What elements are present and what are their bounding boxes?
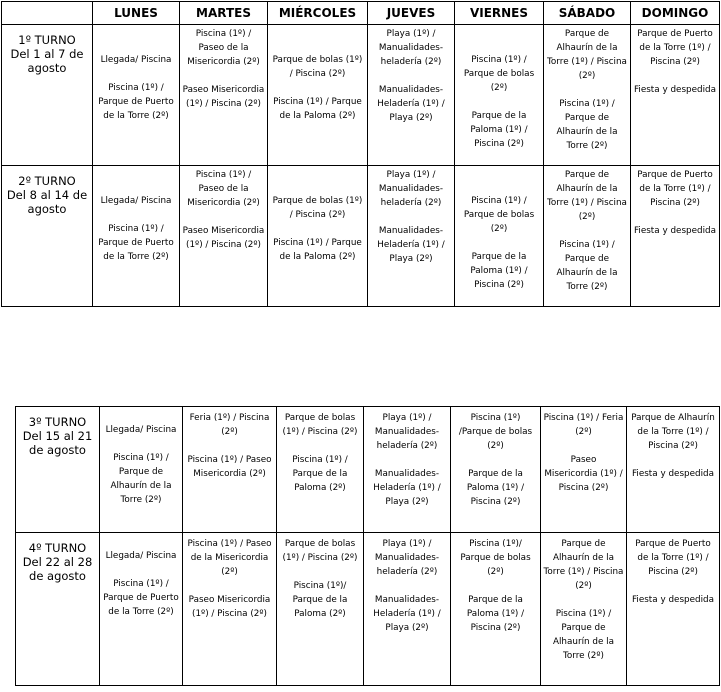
activity-first: Feria (1º) / Piscina (2º): [189, 413, 270, 437]
activity-spacer: [366, 579, 448, 593]
activity-spacer: [543, 439, 624, 453]
header-row: [2, 2, 720, 25]
activity-second: Piscina (1º) / Parque de Alhaurín de la Torre (2º): [110, 453, 172, 505]
activity-cell: [183, 533, 277, 686]
activity-cell: [183, 407, 277, 533]
turn-dates: Del 8 al 14 de agosto: [6, 188, 88, 216]
activity-first: Parque de bolas (1º) / Piscina (2º): [282, 413, 358, 437]
activity-cell: [544, 25, 631, 166]
activity-second: Piscina (1º) / Parque de Puerto de la Torre (2º): [98, 224, 174, 262]
activity-second: Piscina (1º) / Parque de Alhaurín de la Torre (2º): [556, 240, 618, 292]
activity-spacer: [366, 453, 448, 467]
activity-second: Manualidades-Heladería (1º) / Playa (2º): [377, 85, 445, 123]
turn-row: [16, 407, 720, 533]
activity-first: Playa (1º) / Manualidades-heladería (2º): [378, 29, 444, 67]
activity-second: Fiesta y despedida: [633, 226, 717, 236]
activity-first: Llegada/ Piscina: [100, 196, 172, 206]
activity-cell: [93, 166, 180, 307]
day-header: LUNES: [93, 2, 180, 25]
turn-title: 3º TURNO: [28, 415, 87, 429]
activity-first: Piscina (1º) / Feria (2º): [543, 413, 624, 437]
activity-spacer: [546, 83, 628, 97]
turn-title: 1º TURNO: [18, 33, 76, 47]
activity-first: Playa (1º) / Manualidades-heladería (2º): [374, 413, 440, 451]
activity-first: Piscina (1º) / Parque de bolas (2º): [463, 196, 535, 234]
activity-second: Parque de la Paloma (1º) / Piscina (2º): [466, 595, 525, 633]
activity-cell: [364, 407, 451, 533]
activity-first: Llegada/ Piscina: [105, 551, 177, 561]
activity-first: Piscina (1º) / Paseo de la Misericordia (2º): [187, 539, 272, 577]
activity-spacer: [270, 222, 365, 236]
activity-cell: [268, 25, 368, 166]
activity-spacer: [546, 224, 628, 238]
activity-spacer: [182, 210, 265, 224]
activity-first: Parque de Puerto de la Torre (1º) / Piscina (2º): [637, 170, 713, 208]
activity-spacer: [279, 439, 361, 453]
activity-first: Parque de Puerto de la Torre (1º) / Piscina (2º): [635, 539, 711, 577]
activity-cell: [451, 533, 541, 686]
activity-second: Piscina (1º) / Parque de Alhaurín de la Torre (2º): [556, 99, 618, 151]
activity-spacer: [457, 236, 541, 250]
activity-first: Parque de Alhaurín de la Torre (1º) / Piscina (2º): [547, 170, 627, 222]
activity-spacer: [633, 210, 717, 224]
activity-second: Parque de la Paloma (1º) / Piscina (2º): [470, 111, 528, 149]
activity-cell: [100, 407, 183, 533]
day-header: JUEVES: [368, 2, 455, 25]
activity-cell: [541, 533, 627, 686]
day-header: MIÉRCOLES: [268, 2, 368, 25]
activity-first: Llegada/ Piscina: [100, 55, 172, 65]
activity-spacer: [279, 565, 361, 579]
activity-cell: [364, 533, 451, 686]
activity-first: Parque de bolas (1º) / Piscina (2º): [272, 55, 363, 79]
activity-first: Piscina (1º)/ Parque de bolas (2º): [460, 539, 531, 577]
activity-spacer: [102, 437, 180, 451]
activity-second: Piscina (1º) / Parque de Puerto de la Torre (2º): [98, 83, 174, 121]
activity-cell: [627, 533, 720, 686]
activity-second: Paseo Misericordia (1º) / Piscina (2º): [544, 455, 623, 493]
activity-spacer: [633, 69, 717, 83]
turn-label-cell: [16, 407, 100, 533]
activity-spacer: [95, 67, 177, 81]
activity-cell: [180, 25, 268, 166]
activity-first: Parque de Alhaurín de la Torre (1º) / Piscina (2º): [631, 413, 715, 451]
activity-cell: [368, 166, 455, 307]
activity-spacer: [370, 210, 452, 224]
day-header: DOMINGO: [631, 2, 720, 25]
day-header: MARTES: [180, 2, 268, 25]
turn-dates: Del 22 al 28 de agosto: [22, 555, 93, 583]
activity-first: Parque de Alhaurín de la Torre (1º) / Piscina (2º): [547, 29, 627, 81]
activity-second: Piscina (1º) / Parque de la Paloma (2º): [273, 238, 362, 262]
activity-first: Playa (1º) / Manualidades-heladería (2º): [378, 170, 444, 208]
turn-dates: Del 1 al 7 de agosto: [10, 47, 84, 75]
activity-cell: [277, 533, 364, 686]
activity-cell: [277, 407, 364, 533]
activity-first: Parque de Puerto de la Torre (1º) / Piscina (2º): [637, 29, 713, 67]
activity-second: Manualidades-Heladería (1º) / Playa (2º): [377, 226, 445, 264]
turn-row: [16, 533, 720, 686]
activity-spacer: [370, 69, 452, 83]
turn-row: [2, 25, 720, 166]
activity-cell: [180, 166, 268, 307]
activity-first: Parque de Alhaurín de la Torre (1º) / Piscina (2º): [543, 539, 624, 591]
activity-first: Piscina (1º) / Paseo de la Misericordia (2º): [187, 170, 260, 208]
activity-spacer: [95, 208, 177, 222]
activity-cell: [368, 25, 455, 166]
turn-label-cell: [2, 25, 93, 166]
activity-spacer: [543, 593, 624, 607]
activity-spacer: [457, 95, 541, 109]
activity-second: Parque de la Paloma (1º) / Piscina (2º): [466, 469, 525, 507]
activity-cell: [100, 533, 183, 686]
activity-first: Parque de bolas (1º) / Piscina (2º): [272, 196, 363, 220]
activity-cell: [631, 166, 720, 307]
turn-label-cell: [16, 533, 100, 686]
day-header: VIERNES: [455, 2, 544, 25]
activity-cell: [627, 407, 720, 533]
activity-spacer: [185, 579, 274, 593]
activity-second: Piscina (1º)/ Parque de la Paloma (2º): [292, 581, 348, 619]
corner-cell: [2, 2, 93, 25]
activity-cell: [451, 407, 541, 533]
activity-second: Paseo Misericordia (1º) / Piscina (2º): [182, 85, 265, 109]
activity-spacer: [453, 579, 538, 593]
activity-second: Piscina (1º) / Parque de Alhaurín de la Torre (2º): [552, 609, 615, 661]
activity-second: Paseo Misericordia (1º) / Piscina (2º): [182, 226, 265, 250]
activity-first: Piscina (1º) / Parque de bolas (2º): [463, 55, 535, 93]
activity-cell: [631, 25, 720, 166]
schedule-table-top: [1, 1, 720, 307]
turn-title: 2º TURNO: [18, 174, 76, 188]
activity-first: Playa (1º) / Manualidades-heladería (2º): [374, 539, 440, 577]
turn-title: 4º TURNO: [28, 541, 87, 555]
day-header: SÁBADO: [544, 2, 631, 25]
activity-first: Piscina (1º) /Parque de bolas (2º): [458, 413, 533, 451]
activity-cell: [455, 166, 544, 307]
activity-second: Piscina (1º) / Parque de Puerto de la Torre (2º): [103, 579, 179, 617]
activity-second: Piscina (1º) / Parque de la Paloma (2º): [273, 97, 362, 121]
activity-cell: [544, 166, 631, 307]
activity-spacer: [182, 69, 265, 83]
activity-spacer: [102, 563, 180, 577]
activity-first: Llegada/ Piscina: [105, 425, 177, 435]
activity-second: Fiesta y despedida: [631, 469, 715, 479]
activity-second: Fiesta y despedida: [631, 595, 715, 605]
activity-second: Piscina (1º) / Parque de la Paloma (2º): [292, 455, 348, 493]
activity-spacer: [270, 81, 365, 95]
activity-cell: [268, 166, 368, 307]
activity-first: Parque de bolas (1º) / Piscina (2º): [282, 539, 358, 563]
activity-cell: [93, 25, 180, 166]
activity-second: Parque de la Paloma (1º) / Piscina (2º): [470, 252, 528, 290]
turn-dates: Del 15 al 21 de agosto: [22, 429, 93, 457]
activity-spacer: [185, 439, 274, 453]
activity-first: Piscina (1º) / Paseo de la Misericordia (2º): [187, 29, 260, 67]
activity-second: Paseo Misericordia (1º) / Piscina (2º): [188, 595, 271, 619]
schedule-table-bottom: [15, 406, 720, 686]
activity-spacer: [453, 453, 538, 467]
turn-label-cell: [2, 166, 93, 307]
activity-second: Manualidades-Heladería (1º) / Playa (2º): [373, 595, 441, 633]
turn-row: [2, 166, 720, 307]
activity-cell: [541, 407, 627, 533]
activity-second: Fiesta y despedida: [633, 85, 717, 95]
activity-cell: [455, 25, 544, 166]
activity-second: Piscina (1º) / Paseo Misericordia (2º): [187, 455, 272, 479]
activity-spacer: [629, 579, 717, 593]
activity-spacer: [629, 453, 717, 467]
activity-second: Manualidades-Heladería (1º) / Playa (2º): [373, 469, 441, 507]
